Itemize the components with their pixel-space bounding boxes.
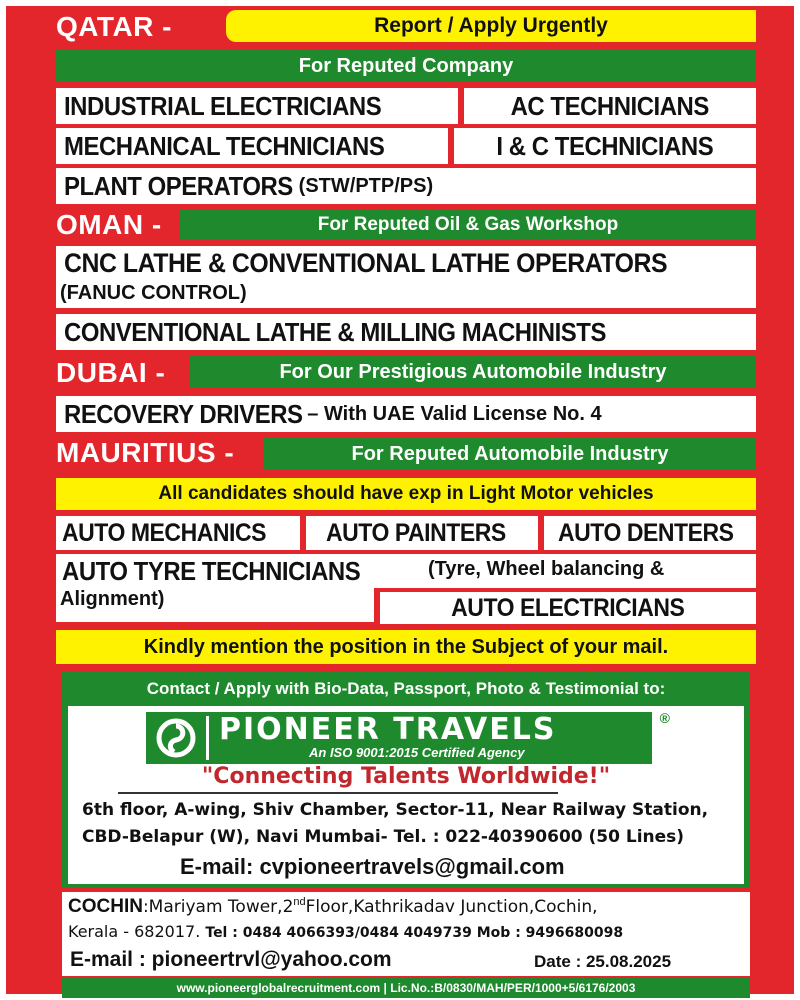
job-industrial-electricians: INDUSTRIAL ELECTRICIANS [56, 88, 458, 124]
job-conventional-lathe-milling: CONVENTIONAL LATHE & MILLING MACHINISTS [56, 314, 756, 350]
cochin-email[interactable]: E-mail : pioneertrvl@yahoo.com [70, 948, 392, 971]
urgent-banner: Report / Apply Urgently [226, 10, 756, 42]
requirement-banner: All candidates should have exp in Light Motor vehicles [56, 478, 756, 510]
dubai-company-banner: For Our Prestigious Automobile Industry [190, 356, 756, 388]
mauritius-company-banner: For Reputed Automobile Industry [264, 438, 756, 470]
job-auto-mechanics: AUTO MECHANICS [56, 516, 300, 550]
contact-heading: Contact / Apply with Bio-Data, Passport, Photo & Testimonial to: [146, 679, 666, 698]
cochin-label: COCHIN [68, 896, 143, 917]
registered-mark: ® [659, 710, 670, 726]
job-mechanical-technicians: MECHANICAL TECHNICIANS [56, 128, 448, 164]
job-cnc-lathe-operators: CNC LATHE & CONVENTIONAL LATHE OPERATORS (FANUC CONTROL) [56, 246, 756, 308]
contact-card [68, 706, 744, 884]
cochin-line-2: Kerala - 682017. Tel : 0484 4066393/0484 4049739 Mob : 9496680098 [68, 922, 624, 941]
cochin-office [62, 892, 750, 976]
oman-company-banner: For Reputed Oil & Gas Workshop [180, 210, 756, 240]
pioneer-emblem-icon [146, 712, 206, 764]
region-oman: OMAN - [56, 209, 162, 240]
tagline: "Connecting Talents Worldwide!" [201, 764, 611, 789]
cochin-line-1: COCHIN:Mariyam Tower,2ndFloor,Kathrikadav Junction,Cochin, [68, 896, 598, 917]
job-auto-tyre-note-continued: Alignment) [56, 588, 374, 622]
subject-notice: Kindly mention the position in the Subject of your mail. [56, 630, 756, 664]
contact-email[interactable]: E-mail: cvpioneertravels@gmail.com [180, 854, 565, 879]
job-ic-technicians: I & C TECHNICIANS [454, 128, 756, 164]
advert-date: Date : 25.08.2025 [534, 952, 672, 971]
contact-panel [62, 672, 750, 888]
job-auto-denters: AUTO DENTERS [544, 516, 756, 550]
region-mauritius: MAURITIUS - [56, 437, 235, 468]
company-name: PIONEER TRAVELS [219, 712, 557, 747]
iso-certification: An ISO 9001:2015 Certified Agency [309, 745, 525, 760]
job-ac-technicians: AC TECHNICIANS [464, 88, 756, 124]
pioneer-logo [146, 710, 670, 764]
job-auto-electricians: AUTO ELECTRICIANS [380, 592, 756, 624]
job-auto-painters: AUTO PAINTERS [306, 516, 538, 550]
region-dubai: DUBAI - [56, 357, 166, 388]
region-qatar: QATAR - [56, 11, 172, 42]
footer-license: www.pioneerglobalrecruitment.com | Lic.No.:B/0830/MAH/PER/1000+5/6176/2003 [62, 978, 750, 998]
logo-divider [206, 716, 209, 760]
tagline-underline [118, 792, 558, 794]
address-line-1: 6th floor, A-wing, Shiv Chamber, Sector-11, Near Railway Station, [82, 800, 709, 820]
qatar-company-banner: For Reputed Company [56, 50, 756, 82]
address-line-2: CBD-Belapur (W), Navi Mumbai- Tel. : 022-40390600 (50 Lines) [82, 827, 685, 847]
job-recovery-drivers: RECOVERY DRIVERS – With UAE Valid License No. 4 [56, 396, 756, 432]
job-auto-tyre-technicians: AUTO TYRE TECHNICIANS (Tyre, Wheel balancing & [56, 554, 756, 588]
job-plant-operators: PLANT OPERATORS (STW/PTP/PS) [56, 168, 756, 204]
